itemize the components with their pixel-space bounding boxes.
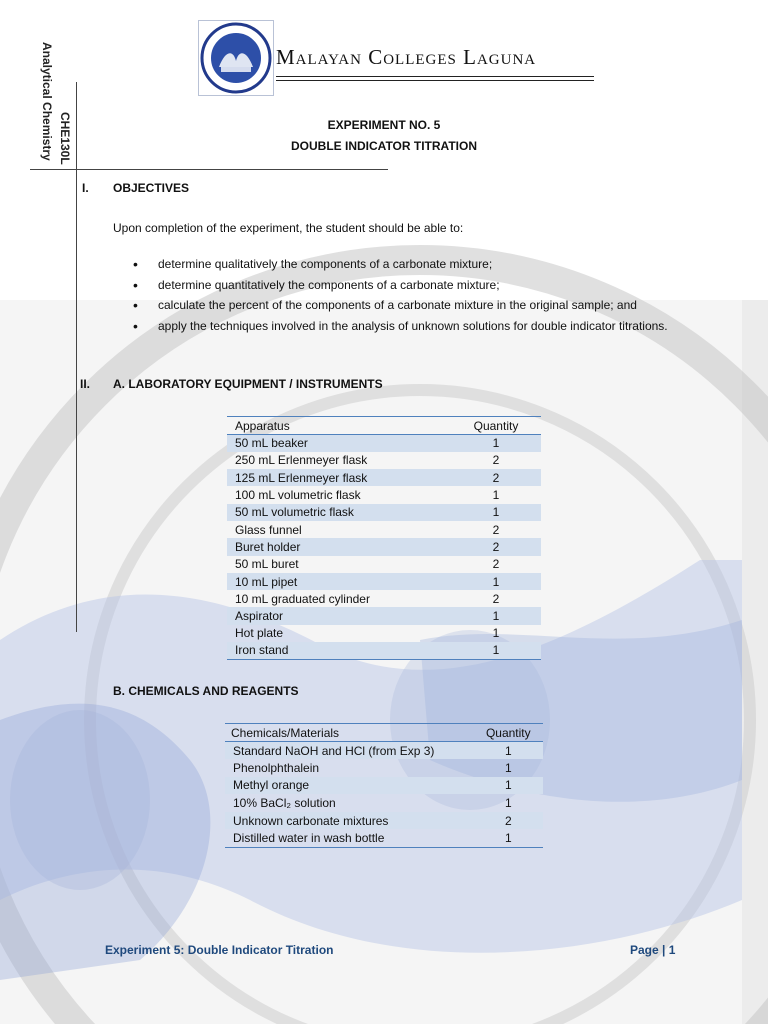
item-cell: Phenolphthalein [233,760,320,775]
table-row [227,435,541,452]
item-cell: Distilled water in wash bottle [225,829,474,847]
header-rule [276,76,594,77]
quantity-cell: 2 [451,469,541,486]
experiment-number: EXPERIMENT NO. 5 [327,118,441,132]
item-cell: 100 mL volumetric flask [235,488,361,503]
quantity-cell: 1 [451,573,541,590]
quantity-cell: 1 [451,435,541,452]
item-cell: 10% BaCl₂ solution [233,796,336,811]
objectives-intro: Upon completion of the experiment, the student should be able to: [113,221,464,235]
item-cell: Buret holder [227,538,451,555]
item-cell: 50 mL volumetric flask [227,504,451,521]
equipment-table [227,416,541,660]
table-row [227,590,541,607]
page-number: Page | 1 [630,943,676,957]
table-row [225,742,543,760]
quantity-cell: 2 [474,812,543,830]
college-name: Malayan Colleges Laguna [276,45,537,69]
item-cell: 50 mL beaker [227,435,451,452]
quantity-cell: 2 [492,522,500,537]
table-row [227,504,541,521]
quantity-cell: 1 [474,742,543,760]
table-row [227,556,541,573]
table-row [227,538,541,555]
table-row [225,812,543,830]
table-row [225,777,543,795]
table-row [227,642,541,659]
header-divider [30,169,388,170]
item-cell: Unknown carbonate mixtures [225,812,474,830]
item-cell: 125 mL Erlenmeyer flask [227,469,451,486]
table-row [227,469,541,486]
table-row [227,452,541,469]
column-header: Chemicals/Materials [225,724,474,742]
objectives-list [130,254,678,336]
margin-rule [76,82,77,632]
quantity-cell: 1 [451,607,541,624]
quantity-cell: 1 [474,777,543,795]
section-number: II. [80,377,91,391]
item-cell: Glass funnel [235,522,302,537]
table-row [225,829,543,847]
course-code-label: CHE130L [58,112,72,165]
item-cell: 10 mL graduated cylinder [235,591,370,606]
item-cell: Aspirator [227,607,451,624]
quantity-cell: 1 [504,760,512,775]
column-header: Quantity [474,724,543,742]
table-row [225,759,543,777]
quantity-cell: 1 [474,829,543,847]
table-row [227,521,541,538]
quantity-cell: 1 [451,504,541,521]
experiment-title: DOUBLE INDICATOR TITRATION [291,139,477,153]
item-cell: Standard NaOH and HCl (from Exp 3) [225,742,474,760]
column-header: Apparatus [227,417,451,435]
quantity-cell: 1 [492,626,500,641]
table-row [227,625,541,642]
item-cell: 50 mL buret [235,557,299,572]
item-cell: Hot plate [235,626,284,641]
seal-icon [199,21,273,95]
equipment-heading: A. LABORATORY EQUIPMENT / INSTRUMENTS [113,377,383,391]
item-cell: Methyl orange [225,777,474,795]
list-item: • determine qualitatively the components of a carbonate mixture; [130,254,678,275]
chemicals-table [225,723,543,848]
quantity-cell: 1 [451,642,541,659]
section-number: I. [82,181,89,195]
quantity-cell: 2 [451,538,541,555]
list-item: • calculate the percent of the components of a carbonate mixture in the original sample; and [130,295,678,316]
quantity-cell: 1 [492,488,500,503]
table-row [225,794,543,812]
chemicals-heading: B. CHEMICALS AND REAGENTS [113,684,299,698]
college-logo [198,20,274,96]
list-item: • determine quantitatively the components of a carbonate mixture; [130,275,678,296]
table-row [227,486,541,503]
header-rule [276,80,594,81]
quantity-cell: 2 [492,591,500,606]
table-row [227,573,541,590]
footer-title: Experiment 5: Double Indicator Titration [105,943,334,957]
quantity-cell: 2 [492,557,500,572]
column-header: Quantity [451,417,541,435]
course-name-label: Analytical Chemistry [40,42,54,161]
item-cell: Iron stand [227,642,451,659]
table-row [227,607,541,624]
item-cell: 250 mL Erlenmeyer flask [235,453,368,468]
objectives-heading: OBJECTIVES [113,181,190,195]
list-item: • apply the techniques involved in the analysis of unknown solutions for double indicator titrations. [130,316,678,337]
quantity-cell: 2 [492,453,500,468]
quantity-cell: 1 [504,796,512,811]
item-cell: 10 mL pipet [227,573,451,590]
